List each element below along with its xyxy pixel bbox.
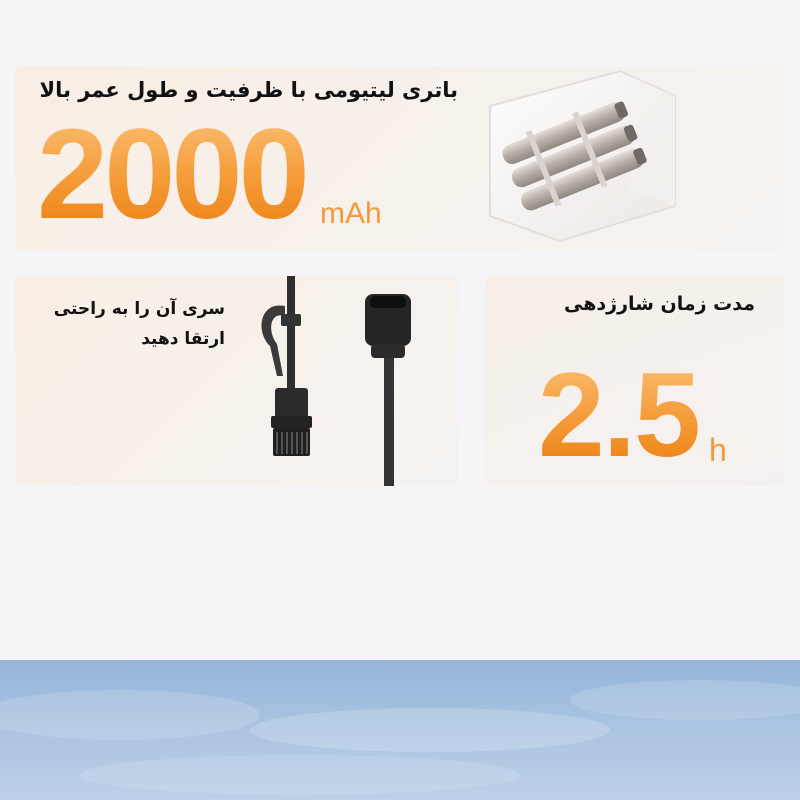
attachment-text-line1: سری آن را به راحتی xyxy=(53,299,225,319)
battery-capacity-unit: mAh xyxy=(320,197,382,230)
attachment-text xyxy=(54,294,225,354)
battery-title: باتری لیتیومی با ظرفیت و طول عمر بالا xyxy=(39,78,458,102)
cloud-shapes xyxy=(0,660,800,800)
attachment-text-line2: ارتقا دهید xyxy=(141,329,225,349)
battery-capacity-value: 2000 xyxy=(37,103,306,246)
charge-time-card xyxy=(485,276,785,486)
charge-time-value: 2.5 xyxy=(538,348,699,482)
battery-pack-image xyxy=(470,66,685,250)
charge-time-title: مدت زمان شارژدهی xyxy=(564,293,755,315)
battery-capacity-card xyxy=(15,66,785,250)
charge-time-unit: h xyxy=(709,432,727,468)
nozzle-attachment-image xyxy=(255,276,415,486)
sky-background-image xyxy=(0,660,800,800)
attachment-card xyxy=(15,276,458,486)
